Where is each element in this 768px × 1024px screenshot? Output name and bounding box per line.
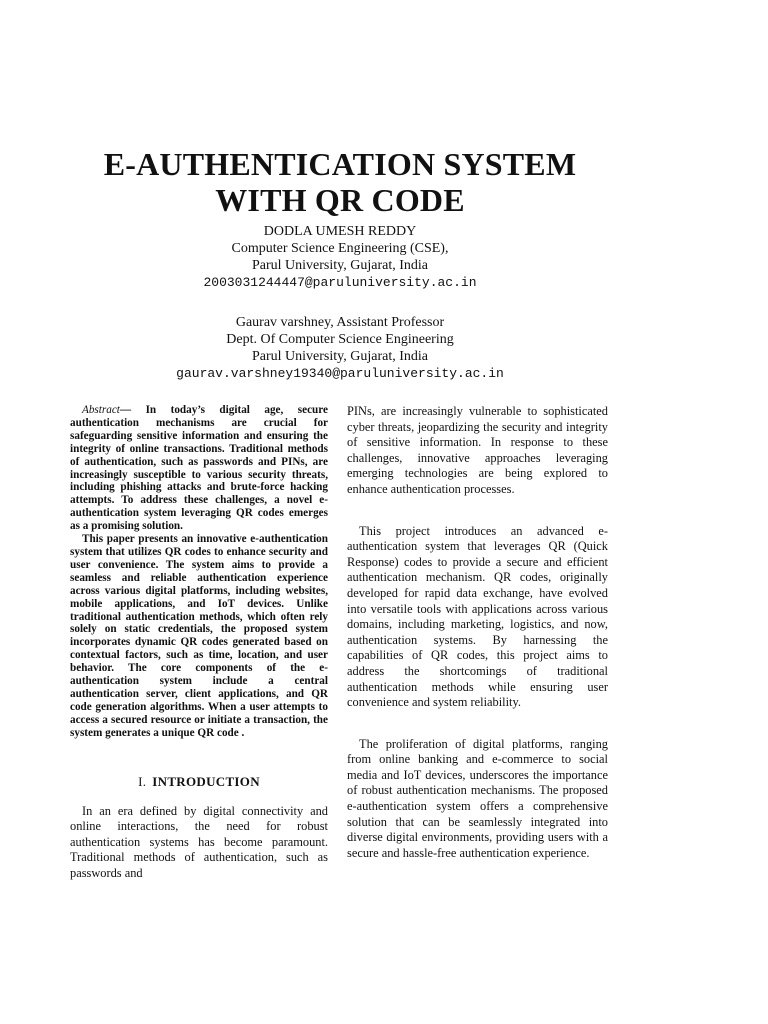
left-column (70, 404, 328, 882)
author-affiliation: Parul University, Gujarat, India (252, 349, 428, 364)
title-line-1: E-AUTHENTICATION SYSTEM (103, 146, 577, 182)
author-affiliation: Parul University, Gujarat, India (252, 258, 428, 273)
author-department: Computer Science Engineering (CSE), (231, 241, 449, 256)
intro-paragraph-2: This project introduces an advanced e-authentication system that leverages QR (Quick Response) codes to provide a secure and efficient authentication mechanism. QR codes, originally developed for rapid data exchange, have evolved into versatile tools with applications across various domains, including marketing, logistics, and now, authentication systems. By harnessing the capabilities of QR codes, this project aims to address the shortcomings of traditional authentication methods while ensuring user convenience and system reliability. (347, 523, 608, 710)
intro-paragraph-3: The proliferation of digital platforms, ranging from online banking and e-commerce to social media and IoT devices, underscores the importance of robust authentication mechanisms. The proposed e-authentication system offers a comprehensive solution that can be seamlessly integrated into diverse digital environments, providing users with a secure and hassle-free authentication experience. (347, 736, 608, 860)
abstract-label: Abstract (82, 404, 120, 416)
author-block-1 (100, 223, 580, 291)
right-column (347, 404, 608, 861)
author-email[interactable]: 2003031244447@paruluniversity.ac.in (203, 275, 477, 290)
section-title: INTRODUCTION (152, 773, 260, 789)
abstract-paragraph-1 (70, 404, 328, 533)
author-name: Gaurav varshney, Assistant Professor (235, 315, 445, 330)
paper-title (60, 146, 620, 218)
author-department: Dept. Of Computer Science Engineering (226, 332, 454, 347)
abstract-text-1: In today’s digital age, secure authentication mechanisms are crucial for safeguarding sensitive information and ensuring the integrity of online transactions. Traditional methods of authentication, such as passwords and PINs, are increasingly susceptible to various security threats, including phishing attacks and brute-force hacking attempts. To address these challenges, a novel e-authentication system leveraging QR codes emerges as a promising solution. (70, 404, 328, 533)
author-name: DODLA UMESH REDDY (263, 224, 417, 239)
abstract-dash: — (119, 404, 132, 416)
section-number: I. (138, 773, 147, 789)
intro-paragraph-1: In an era defined by digital connectivity and online interactions, the need for robust authentication systems has become paramount. Traditional methods of authentication, such as passwords and (70, 803, 328, 880)
intro-paragraph-continued: PINs, are increasingly vulnerable to sophisticated cyber threats, jeopardizing the security and integrity of sensitive information. In response to these challenges, innovative approaches leveraging emerging technologies are being explored to enhance authentication processes. (347, 404, 608, 496)
section-heading-introduction (70, 774, 328, 790)
author-block-2 (100, 314, 580, 382)
author-email[interactable]: gaurav.varshney19340@paruluniversity.ac.in (176, 366, 504, 381)
title-line-2: WITH QR CODE (215, 182, 465, 218)
abstract-paragraph-2: This paper presents an innovative e-authentication system that utilizes QR codes to enhance security and user convenience. The system aims to provide a seamless and reliable authentication experience across various digital platforms, including websites, mobile applications, and IoT devices. Unlike traditional authentication methods, which often rely solely on static credentials, the proposed system incorporates dynamic QR codes generated based on contextual factors, such as time, location, and user behavior. The core components of the e-authentication system include a central authentication server, client applications, and QR code generation algorithms. When a user attempts to access a secured resource or initiate a transaction, the system generates a unique QR code . (70, 533, 328, 739)
